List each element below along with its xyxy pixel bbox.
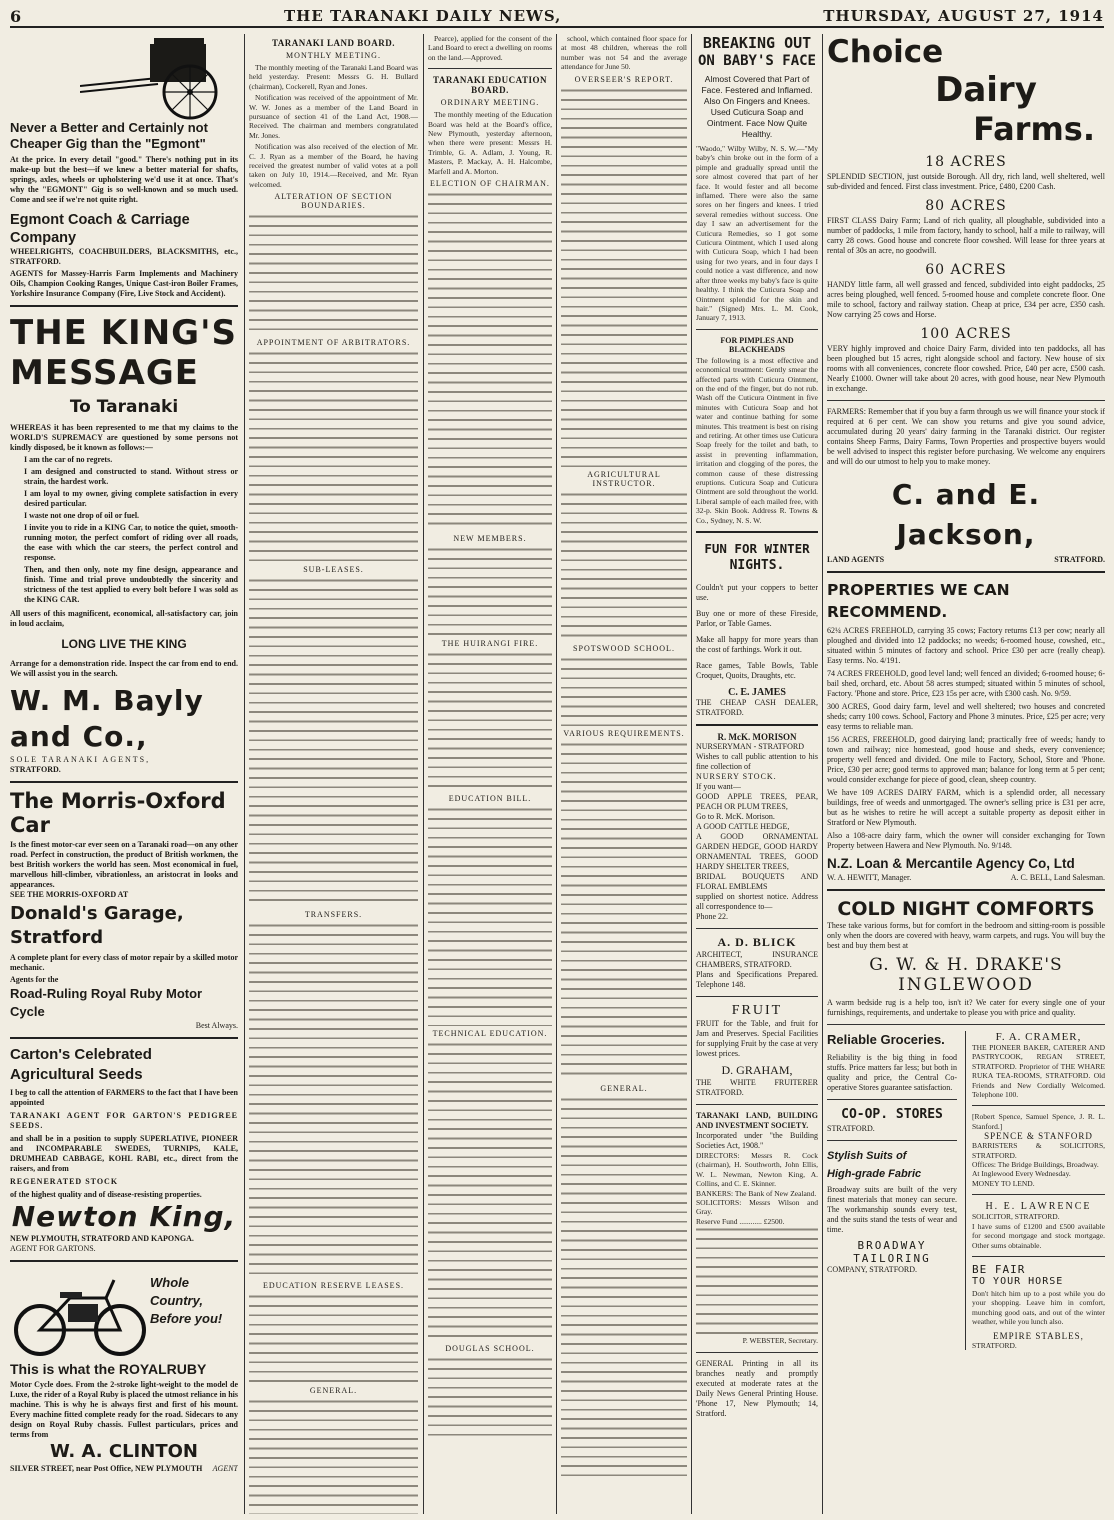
recommend-item: 74 ACRES FREEHOLD, good level land; well fenced an divided; 6-roomed house; 6-bail shed, orchard, etc. About 58 acres stumped; situated within 5 minutes of school, Factory. 'Phone and store. Price, £23 15s per acre, with £300 cash. No. 9/59. — [827, 669, 1105, 698]
king-line: I waste not one drop of oil or fuel. — [24, 511, 140, 520]
king-whereas: WHEREAS it has been represented to me that my claims to the WORLD'S SUPREMACY are questioned by some persons not kindly disposed, be it known as follows:— — [10, 423, 238, 452]
coop-headline: CO-OP. STORES — [841, 1107, 943, 1122]
heading-education-bill: EDUCATION BILL. — [448, 794, 532, 804]
king-line: I am loyal to my owner, giving complete satisfaction in every desired particular. — [24, 489, 238, 508]
clinton-agent: AGENT — [212, 1464, 238, 1473]
morison-supplied: supplied on shortest notice. Address all correspondence to— — [696, 892, 818, 912]
printing-notice: GENERAL Printing in all its branches neatly and promptly executed at moderate rates at the Daily News General Printing House. 'Phone 17, New Plymouth; 14, Stratford. — [696, 1358, 818, 1418]
broadway-addr: COMPANY, STRATFORD. — [827, 1265, 918, 1274]
morison-bridal: BRIDAL BOUQUETS AND FLORAL EMBLEMS — [696, 872, 818, 892]
heading-technical: TECHNICAL EDUCATION. — [432, 1029, 548, 1039]
rr-whole: Whole — [150, 1275, 189, 1290]
article-filler — [428, 546, 552, 636]
egmont-company: Egmont Coach & Carriage Company — [10, 212, 190, 246]
article-filler — [249, 1293, 418, 1383]
education-board-sub: ORDINARY MEETING. — [440, 98, 540, 108]
spence-offices: Offices: The Bridge Buildings, Broadway. — [972, 1160, 1099, 1170]
groceries-headline: Reliable Groceries. — [827, 1032, 945, 1047]
article-filler — [249, 577, 418, 907]
morison-stock: NURSERY STOCK. — [696, 772, 777, 782]
land-board-title: TARANAKI LAND BOARD. — [271, 38, 396, 48]
column-5 — [696, 34, 818, 1514]
spence-money: MONEY TO LEND. — [972, 1178, 1035, 1188]
farm-acres: 80 ACRES — [925, 198, 1007, 214]
column-1 — [10, 34, 238, 1514]
column-rule — [423, 34, 424, 1514]
motor-cycle: Road-Ruling Royal Ruby Motor Cycle — [10, 986, 203, 1019]
recommend-item: 62¼ ACRES FREEHOLD, carrying 35 cows; Factory returns £13 per cow; nearly all ploughed and divided into 12 paddocks; no weeds; 6-roomed house, cowshed, etc., situated within 5 minutes of factory and school. Price £30 per acre (really cheap). Easy terms. No. 4/191. — [827, 626, 1105, 665]
baby-body: "Waodo," Wilby Wilby, N. S. W.—"My baby's chin broke out in the form of a pimple and gradually spread until the sore almost covered that part of her face. It would fester and all become inflamed. There were also the same sores on her fingers and knees. I tried several remedies without success. One day I saw an advertisement for the Cuticura Remedies, so I got some Cuticura Ointment, which I used along with Cuticura Soap, which I had been using for two years, and in four days I could notice a vast difference, and now after three weeks my baby's face is quite healthy. I think the Cuticura Soap and Ointment splendid for the skin and hair." (Signed) Mrs. L. M. Cook, January 7, 1913. — [696, 144, 818, 323]
motorcycle-illustration — [10, 1268, 150, 1360]
masthead — [10, 6, 1104, 28]
article-filler — [249, 1398, 418, 1514]
jackson-town: STRATFORD. — [1054, 555, 1105, 564]
heading-overseer: OVERSEER'S REPORT. — [574, 74, 674, 84]
fun-l2: Buy one or more of these Fireside, Parlor, or Table Games. — [696, 609, 818, 629]
recommend-item: 156 ACRES, FREEHOLD, good dairying land; practically free of weeds; handy to town and railway; nice homestead, good house and sheds, every convenience; property well fenced and divided. One mile to Factory, School, Store and 'Phone. Price, £30 per acre; good terms to approved man; balance for long term at 5 per cent; would consider exchange for piece of good, clean, sheep country. — [827, 735, 1105, 784]
building-headline: TARANAKI LAND, BUILDING AND INVESTMENT SOCIETY. — [696, 1111, 818, 1131]
bayly-sole: SOLE TARANAKI AGENTS, — [10, 755, 151, 764]
baby-headline-1: BREAKING OUT — [702, 34, 812, 52]
recommend-headline: PROPERTIES WE CAN RECOMMEND. — [827, 581, 1010, 621]
article-filler — [561, 656, 687, 726]
column-rule — [556, 34, 557, 1514]
paper-title: THE TARANAKI DAILY NEWS, — [284, 7, 562, 25]
farmers-notice: FARMERS: Remember that if you buy a farm through us we will finance your stock if required at 6 per cent. We can show you returns and give you sound advice, accumulated during 20 years' dairy farming in the Taranaki district. Our register contains Sheep Farms, Dairy Farms, Town Properties and prospective buyers would be well advised to inspect this register before purchasing. We welcome any enquirers and will do our utmost to help you to make money. — [827, 407, 1105, 466]
blick-plans: Plans and Specifications Prepared. Telephone 148. — [696, 970, 818, 990]
lawrence-name: H. E. LAWRENCE — [985, 1201, 1092, 1213]
drake-town: INGLEWOOD — [898, 975, 1034, 995]
king-headline-2: MESSAGE — [10, 353, 199, 393]
james-desc: THE CHEAP CASH DEALER, STRATFORD. — [696, 698, 818, 718]
king-to: To Taranaki — [69, 397, 179, 417]
carton-quality: of the highest quality and of disease-resisting properties. — [10, 1190, 202, 1199]
rr-headline: This is what the ROYALRUBY — [10, 1361, 207, 1377]
horse-body: Don't hitch him up to a post while you do your shopping. Leave him in comfort, munching good oats, and out of the winter weather, while you lunch also. — [972, 1288, 1105, 1327]
king-line: I am designed and constructed to stand. Without stress or strain, the hardest work. — [24, 467, 238, 486]
best-always: Best Always. — [195, 1021, 238, 1030]
blick-title: ARCHITECT, INSURANCE CHAMBERS, STRATFORD. — [696, 950, 818, 970]
fun-headline-2: NIGHTS. — [729, 558, 785, 574]
recommend-item: Also a 108-acre dairy farm, which the owner will consider exchanging for Town Property between Hawera and New Plymouth. No. 9/148. — [827, 831, 1105, 850]
horse-headline-1: BE FAIR — [972, 1262, 1026, 1276]
article-filler — [696, 1226, 818, 1336]
heading-transfers: TRANSFERS. — [304, 910, 363, 920]
morris-body: Is the finest motor-car ever seen on a Taranaki road—on any other road. Perfect in construction, the product of British workmen, the best British workers the world has seen. Most economical in fuel, marvellous hill-climber, vibrationless, an aristocrat in looks and appearances. — [10, 840, 238, 889]
groceries-body: Reliability is the big thing in food stuffs. Price matters far less; but both in quality and price, the Central Co-operative Stores guarantee satisfaction. — [827, 1053, 957, 1092]
fun-l1: Couldn't put your coppers to better use. — [696, 583, 818, 603]
morison-want: If you want— — [696, 782, 741, 792]
king-attest: All users of this magnificent, economical, all-satisfactory car, join in loud acclaim, — [10, 609, 238, 628]
spence-inglewood: At Inglewood Every Wednesday. — [972, 1169, 1071, 1179]
heading-arbitrators: APPOINTMENT OF ARBITRATORS. — [256, 338, 411, 348]
stylish-headline-1: Stylish Suits of — [827, 1150, 907, 1162]
egmont-trades: WHEELRIGHTS, COACHBUILDERS, BLACKSMITHS, etc., STRATFORD. — [10, 247, 238, 266]
land-board-para: Notification was also received of the election of Mr. C. J. Ryan as a member of the Board, he having received the greatest number of valid votes at a poll taken on July 10, 1914.—Received, and Mr. Ryan welcomed. — [249, 142, 418, 189]
farm-desc: VERY highly improved and choice Dairy Farm, divided into ten paddocks, all has been ploughed but 15 acres, right alongside school and factory. New house of six rooms with all conveniences, concrete floor cowshed. Price, £40 per acre, £500 cash. Nearly £1000. Owner will take about 20 acres, with good house, near New Plymouth in exchange. — [827, 344, 1105, 393]
king-line: I invite you to ride in a KING Car, to notice the quiet, smooth-running motor, the perfect comfort of riding over all roads, the ease with which the car steers, the perfect control and response. — [24, 523, 238, 562]
horse-headline-2: TO YOUR HORSE — [972, 1275, 1064, 1287]
farm-desc: FIRST CLASS Dairy Farm; Land of rich quality, all ploughable, subdivided into a number of paddocks, 1 mile from factory, handy to school, half a mile to railway, will carry 28 cows. Good house and concrete floor cowshed. Will lease for three years at rental of 30s an acre, no goodwill. — [827, 216, 1105, 255]
spence-title: BARRISTERS & SOLICITORS, STRATFORD. — [972, 1141, 1105, 1160]
morison-name: R. McK. MORISON — [717, 732, 797, 743]
stylish-body: Broadway suits are built of the very finest materials that money can secure. The workmanship sounds every test, and the suits stand the tests of wear and time. — [827, 1185, 957, 1234]
farm-desc: SPLENDID SECTION, just outside Borough. All dry, rich land, well sheltered, well sub-divided and fenced. First class investment. Price, £480, £200 Cash. — [827, 172, 1105, 191]
column-4 — [561, 34, 687, 1514]
farm-acres: 60 ACRES — [925, 262, 1007, 278]
building-inc: Incorporated under "the Building Societies Act, 1908." — [696, 1131, 818, 1151]
recommend-item: 300 ACRES, Good dairy farm, level and well sheltered; two houses and concreted sheds; carry 100 cows. School, Factory and Phone 3 minutes. Price, £25 per acre; very easy terms to reliable man. — [827, 702, 1105, 731]
drake-firm: G. W. & H. DRAKE'S — [869, 955, 1063, 975]
article-filler — [428, 806, 552, 1026]
morison-hedge: A GOOD CATTLE HEDGE, — [696, 822, 790, 832]
bayly-name: W. M. Bayly and Co., — [10, 684, 204, 753]
fun-l3: Make all happy for more years than the cost of farthings. Work it out. — [696, 635, 818, 655]
article-filler — [249, 350, 418, 562]
farm-desc: HANDY little farm, all well grassed and fenced, subdivided into eight paddocks, 25 acres being ploughed, well fenced. 5-roomed house and complete concrete floor. One mile to school, factory and railway station. Cheap at price, £34 per acre, £350 cash. Now carrying 25 cows and Horse. — [827, 280, 1105, 319]
carton-intro: I beg to call the attention of FARMERS to the fact that I have been appointed — [10, 1088, 238, 1107]
farms-headline: Farms. — [973, 110, 1095, 148]
morison-goto: Go to R. McK. Morison. — [696, 812, 775, 822]
fruit-headline: FRUIT — [731, 1003, 783, 1019]
article-filler — [428, 1041, 552, 1341]
column-rule — [822, 34, 823, 1514]
rr-before: Before you! — [150, 1311, 223, 1326]
comforts-headline: COLD NIGHT COMFORTS — [837, 898, 1095, 920]
building-directors: DIRECTORS: Messrs R. Cock (chairman), H. Southworth, John Ellis, W. L. Newman, Newton King, A. Collins, and C. E. Skinner. — [696, 1151, 818, 1189]
column-2 — [249, 34, 418, 1514]
heading-general-4: GENERAL. — [600, 1083, 648, 1093]
morison-good: GOOD APPLE TREES, PEAR, PEACH OR PLUM TREES, — [696, 792, 818, 812]
article-filler — [561, 1096, 687, 1476]
heading-general: GENERAL. — [309, 1386, 358, 1396]
nz-loan-company: N.Z. Loan & Mercantile Agency Co, Ltd — [827, 856, 1075, 871]
coop-town: STRATFORD. — [827, 1124, 875, 1133]
farm-acres: 100 ACRES — [920, 326, 1012, 342]
morris-headline: The Morris-Oxford Car — [10, 789, 226, 837]
building-reserve: Reserve Fund ............ £2500. — [696, 1216, 785, 1226]
heading-huiranga: THE HUIRANGI FIRE. — [441, 639, 539, 649]
cramer-name: F. A. CRAMER, — [995, 1031, 1082, 1043]
broadway-name: BROADWAY — [857, 1239, 927, 1252]
morison-ornamental: A GOOD ORNAMENTAL GARDEN HEDGE, GOOD HARDY ORNAMENTAL TREES, GOOD HARDY SHELTER TREES, — [696, 832, 818, 872]
education-board-title: TARANAKI EDUCATION BOARD. — [433, 75, 547, 96]
newton-king: Newton King, — [11, 1200, 237, 1233]
land-board-sub: MONTHLY MEETING. — [286, 51, 381, 60]
baby-headline-2: ON BABY'S FACE — [697, 53, 816, 69]
jackson-name: C. and E. Jackson, — [891, 478, 1041, 551]
lawrence-body: I have sums of £1200 and £500 available for second mortgage and stock mortgage. Other sums obtainable. — [972, 1221, 1105, 1250]
stylish-headline-2: High-grade Fabric — [827, 1168, 922, 1180]
nz-loan-salesman: A. C. BELL, Land Salesman. — [1010, 873, 1105, 882]
fruit-body: FRUIT for the Table, and fruit for Jam and Preserves. Special Facilities for supplying Fruit by the case at very lowest prices. — [696, 1019, 818, 1059]
fun-headline-1: FUN FOR WINTER — [704, 541, 810, 557]
carton-headline: Carton's Celebrated Agricultural Seeds — [10, 1046, 152, 1083]
egmont-body: At the price. In every detail "good." There's nothing put in its make-up but the best—if we knew a better material for shafts, springs, axles, wheels or upholstering we'd use it at once. That's why the "EGMONT" Gig is so well-known and so much used. Come and see if we're not quite right. — [10, 155, 238, 204]
morris-see: SEE THE MORRIS-OXFORD AT — [10, 890, 129, 899]
king-long-live: LONG LIVE THE KING — [61, 637, 187, 651]
morison-phone: Phone 22. — [696, 912, 728, 922]
egmont-headline: Never a Better and Certainly not Cheaper Gig than the "Egmont" — [10, 120, 208, 151]
land-board-para: Notification was received of the appointment of Mr. W. W. Jones as a member of the Land Board in pursuance of section 41 of the Land Act, 1908.—Received. The chairman and members congratulated Mr. Jones. — [249, 93, 418, 140]
article-filler — [561, 491, 687, 641]
comforts-tag: A warm bedside rug is a help too, isn't it? We cater for every single one of your furnishings, requirements, and undertake to please you with price and quality. — [827, 998, 1105, 1017]
farm-acres: 18 ACRES — [925, 154, 1007, 170]
heading-chairman: ELECTION OF CHAIRMAN. — [430, 179, 550, 189]
column-rule — [244, 34, 245, 1514]
heading-various: VARIOUS REQUIREMENTS. — [563, 728, 685, 738]
empire-firm: EMPIRE STABLES, — [993, 1330, 1084, 1341]
page-number: 6 — [10, 6, 23, 26]
carton-regen: REGENERATED STOCK — [10, 1177, 119, 1186]
choice-headline: Choice — [827, 34, 944, 70]
gig-illustration — [80, 34, 238, 120]
column-3 — [428, 34, 552, 1514]
graham-name: D. GRAHAM, — [721, 1063, 793, 1078]
lawrence-title: SOLICITOR, STRATFORD. — [972, 1212, 1060, 1222]
article-filler — [428, 651, 552, 791]
graham-title: THE WHITE FRUITERER STRATFORD. — [696, 1078, 818, 1098]
king-arrange: Arrange for a demonstration ride. Inspect the car from end to end. We will assist you in the search. — [10, 659, 238, 678]
article-filler — [561, 87, 687, 467]
bayly-place: STRATFORD. — [10, 765, 61, 774]
dairy-headline: Dairy — [935, 70, 1037, 110]
c4-intro: school, which contained floor space for at most 48 children, whereas the roll number was not 54 and the average attendance for June 50. — [561, 34, 687, 72]
heading-agricultural: AGRICULTURAL INSTRUCTOR. — [587, 469, 661, 488]
carton-body: and shall be in a position to supply SUPERLATIVE, PIONEER and INCOMPARABLE SWEDES, TURNIPS, KALE, DRUMHEAD CABBAGE, KOHL RABI, etc., direct from the raisers, and from — [10, 1134, 238, 1173]
building-bankers: BANKERS: The Bank of New Zealand. — [696, 1188, 817, 1198]
blick-name: A. D. BLICK — [717, 935, 797, 950]
carton-agent: TARANAKI AGENT FOR GARTON'S PEDIGREE SEEDS. — [10, 1111, 238, 1130]
building-solicitors: SOLICITORS: Messrs Wilson and Gray. — [696, 1198, 818, 1217]
clinton-name: W. A. CLINTON — [50, 1441, 198, 1462]
c3-intro: Pearce), applied for the consent of the Land Board to erect a dwelling on rooms on the land.—Approved. — [428, 34, 552, 62]
land-board-para: The monthly meeting of the Taranaki Land Board was held yesterday. Present: Messrs G. H. Bullard (chairman), Cockerell, Ryan and Jones. — [249, 63, 418, 91]
james-name: C. E. JAMES — [728, 687, 786, 699]
spence-firm: SPENCE & STANFORD — [984, 1131, 1093, 1142]
comforts-body: These take various forms, but for comfort in the bedroom and sitting-room is possible only when the doors are covered with heavy, warm carpets, and rugs. You will buy the best and buy them best at — [827, 921, 1105, 950]
spence-names: [Robert Spence, Samuel Spence, J. R. L. Stanford.] — [972, 1112, 1105, 1131]
donald-garage: Donald's Garage, Stratford — [10, 903, 184, 948]
building-secretary: P. WEBSTER, Secretary. — [742, 1336, 818, 1346]
article-filler — [428, 191, 552, 531]
heading-spotswood: SPOTSWOOD SCHOOL. — [573, 643, 675, 653]
issue-date: THURSDAY, AUGUST 27, 1914 — [823, 7, 1104, 25]
jackson-land: LAND AGENTS — [827, 555, 885, 564]
king-line: I am the car of no regrets. — [24, 455, 113, 464]
morison-wishes: Wishes to call public attention to his fine collection of — [696, 752, 818, 772]
royalruby-block — [10, 1268, 238, 1360]
king-line: Then, and then only, note my fine design, appearance and finish. Time and trial prove undoubtedly the sincerity and strictness of the test applied to every bolt before I was sold as the KING CAR. — [24, 565, 238, 604]
garage-plant: A complete plant for every class of motor repair by a skilled motor mechanic. — [10, 953, 238, 972]
fun-games: Race games, Table Bowls, Table Croquet, Quoits, Draughts, etc. — [696, 661, 818, 681]
heading-new-members: NEW MEMBERS. — [453, 534, 527, 544]
education-board-p1: The monthly meeting of the Education Board was held at the Board's office, New Plymouth, yesterday afternoon, when there were present: Messrs H. Trimble, G. A. Adlam, J. Young, R. Masters, P. Mackay, A. H. Halcombe, Marfell and A. Morton. — [428, 110, 552, 176]
heading-douglas: DOUGLAS SCHOOL. — [445, 1344, 535, 1354]
morison-nursery: NURSERYMAN - STRATFORD — [696, 742, 805, 752]
baby-lede: Almost Covered that Part of Face. Festered and Inflamed. Also On Fingers and Knees. Used Cuticura Soap and Ointment. Face Now Quite Healthy. — [701, 74, 813, 139]
heading-education-leases: EDUCATION RESERVE LEASES. — [262, 1281, 405, 1291]
column-rule — [691, 34, 692, 1514]
cramer-body: THE PIONEER BAKER, CATERER AND PASTRYCOOK, REGAN STREET, STRATFORD. Proprietor of THE WHARE RUKA TEA-ROOMS, STRATFORD. Old Friends and New Cordially Welcomed. Telephone 100. — [972, 1043, 1105, 1100]
article-filler — [249, 922, 418, 1278]
nz-loan-manager: W. A. HEWITT, Manager. — [827, 873, 912, 882]
broadway-name-2: TAILORING — [853, 1252, 931, 1265]
empire-town: STRATFORD. — [972, 1340, 1017, 1350]
newton-towns: NEW PLYMOUTH, STRATFORD AND KAPONGA. — [10, 1234, 194, 1243]
egmont-agents: AGENTS for Massey-Harris Farm Implements and Machinery Oils, Champion Cooking Ranges, Unique Cast-iron Boiler Frames, Yorkshire Insurance Company (Fire, Live Stock and Accident). — [10, 269, 238, 298]
pimples-head: FOR PIMPLES AND BLACKHEADS — [720, 335, 794, 354]
recommend-item: We have 109 ACRES DAIRY FARM, which is a splendid order, all necessary buildings, free of weeds and unmortgaged. The owner's selling price is £31 per acre, but as he wishes to retire he will accept a suitable property as deposit either in Stratford or New Plymouth. — [827, 788, 1105, 827]
article-filler — [249, 213, 418, 335]
king-headline-1: THE KING'S — [10, 313, 237, 353]
agents-for: Agents for the — [10, 975, 59, 984]
article-filler — [561, 741, 687, 1081]
article-filler — [428, 1356, 552, 1436]
pimples-body: The following is a most effective and economical treatment: Gently smear the affected parts with Cuticura Ointment, on the end of the finger, but do not rub. Wash off the Cuticura Ointment in five minutes with Cuticura Soap and hot water and continue bathing for some minutes. This treatment is best on rising and retiring. At other times use Cuticura Soap freely for the toilet and bath, to assist in preventing inflammation, irritation and clogging of the pores, the common cause of these distressing eruptions. Cuticura Soap and Cuticura Ointment are sold throughout the world. Liberal sample of each mailed free, with 32-p. Skin Book. Address R. Towns & Co., Sydney, N. S. W. — [696, 355, 818, 525]
newton-agency: AGENT FOR GARTONS. — [10, 1244, 96, 1253]
rr-country: Country, — [150, 1293, 203, 1308]
heading-subleases: SUB-LEASES. — [303, 565, 364, 575]
rr-body: Motor Cycle does. From the 2-stroke light-weight to the model de Luxe, the rider of a Royal Ruby is placed the utmost reliance in his machine. This is why he is always first and first of his mount. Every machine fitted complete ready for the road. Sidecars to any design on Royal Ruby chassis. Fullest particulars, prices and terms from — [10, 1380, 238, 1439]
clinton-address: SILVER STREET, near Post Office, NEW PLYMOUTH — [10, 1464, 203, 1473]
heading-alteration: ALTERATION OF SECTION BOUNDARIES. — [274, 192, 393, 211]
column-6 — [827, 34, 1105, 1514]
